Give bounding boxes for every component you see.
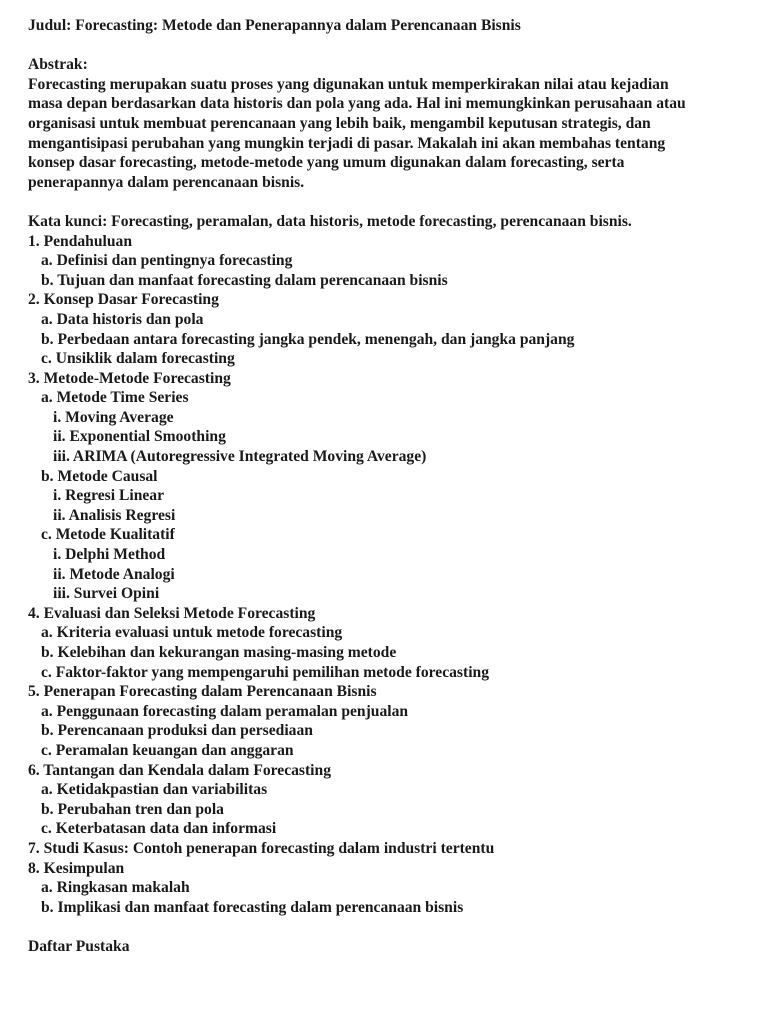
outline-subitem: ii. Analisis Regresi: [53, 506, 176, 524]
outline-subitem: i. Moving Average: [53, 408, 174, 426]
abstract-line: konsep dasar forecasting, metode-metode yang umum digunakan dalam forecasting, serta: [28, 154, 625, 172]
abstract-line: Forecasting merupakan suatu proses yang digunakan untuk memperkirakan nilai atau kejadian: [28, 75, 669, 93]
outline-subsection: b. Tujuan dan manfaat forecasting dalam perencanaan bisnis: [41, 271, 448, 289]
abstract-line: organisasi untuk membuat perencanaan yang lebih baik, mengambil keputusan strategis, dan: [28, 114, 651, 132]
outline-subitem: ii. Exponential Smoothing: [53, 428, 226, 446]
abstract-line: masa depan berdasarkan data historis dan pola yang ada. Hal ini memungkinkan perusahaan atau: [28, 95, 686, 113]
outline-subsection: b. Metode Causal: [41, 467, 158, 485]
abstract-body: [28, 75, 748, 193]
outline-subsection: a. Ringkasan makalah: [41, 879, 190, 897]
spacer: [28, 36, 748, 56]
document-title: Judul: Forecasting: Metode dan Penerapannya dalam Perencanaan Bisnis: [28, 17, 521, 34]
outline-subsection: c. Peramalan keuangan dan anggaran: [41, 741, 294, 759]
outline-section: 8. Kesimpulan: [28, 859, 125, 877]
outline-section: 7. Studi Kasus: Contoh penerapan forecasting dalam industri tertentu: [28, 839, 495, 857]
spacer: [28, 192, 748, 212]
outline-subsection: b. Perbedaan antara forecasting jangka pendek, menengah, dan jangka panjang: [41, 330, 575, 348]
abstract-line: mengantisipasi perubahan yang mungkin terjadi di pasar. Makalah ini akan membahas tentang: [28, 134, 666, 152]
outline-subitem: iii. ARIMA (Autoregressive Integrated Moving Average): [53, 448, 427, 466]
outline-subsection: c. Unsiklik dalam forecasting: [41, 350, 235, 368]
outline-subsection: c. Keterbatasan data dan informasi: [41, 820, 277, 838]
outline-section: 4. Evaluasi dan Seleksi Metode Forecasting: [28, 604, 316, 622]
abstract-heading: Abstrak:: [28, 56, 88, 74]
outline-subitem: i. Regresi Linear: [53, 487, 165, 505]
outline-subitem: iii. Survei Opini: [53, 585, 160, 603]
references-heading: Daftar Pustaka: [28, 937, 130, 955]
outline-subsection: c. Faktor-faktor yang mempengaruhi pemilihan metode forecasting: [41, 663, 489, 681]
outline-subsection: b. Perencanaan produksi dan persediaan: [41, 722, 313, 740]
outline-subsection: a. Metode Time Series: [41, 389, 189, 407]
outline-subitem: i. Delphi Method: [53, 546, 166, 564]
outline-subsection: a. Data historis dan pola: [41, 310, 204, 328]
spacer: [28, 917, 748, 937]
outline-subitem: ii. Metode Analogi: [53, 565, 175, 583]
outline-subsection: b. Implikasi dan manfaat forecasting dalam perencanaan bisnis: [41, 898, 464, 916]
outline-subsection: a. Definisi dan pentingnya forecasting: [41, 252, 293, 270]
outline-subsection: a. Penggunaan forecasting dalam peramalan penjualan: [41, 702, 409, 720]
abstract-line: penerapannya dalam perencanaan bisnis.: [28, 173, 305, 191]
outline-subsection: a. Kriteria evaluasi untuk metode forecasting: [41, 624, 343, 642]
outline-subsection: a. Ketidakpastian dan variabilitas: [41, 781, 268, 799]
outline-section: 3. Metode-Metode Forecasting: [28, 369, 231, 387]
outline-section: 1. Pendahuluan: [28, 232, 133, 250]
outline-subsection: c. Metode Kualitatif: [41, 526, 175, 544]
outline-list: [28, 232, 748, 918]
outline-subsection: b. Kelebihan dan kekurangan masing-masing metode: [41, 644, 397, 661]
keywords: Kata kunci: Forecasting, peramalan, data historis, metode forecasting, perencanaan bisnis.: [28, 212, 632, 230]
outline-section: 2. Konsep Dasar Forecasting: [28, 291, 219, 309]
outline-subsection: b. Perubahan tren dan pola: [41, 800, 224, 818]
outline-section: 6. Tantangan dan Kendala dalam Forecasting: [28, 761, 331, 779]
outline-section: 5. Penerapan Forecasting dalam Perencanaan Bisnis: [28, 683, 377, 701]
